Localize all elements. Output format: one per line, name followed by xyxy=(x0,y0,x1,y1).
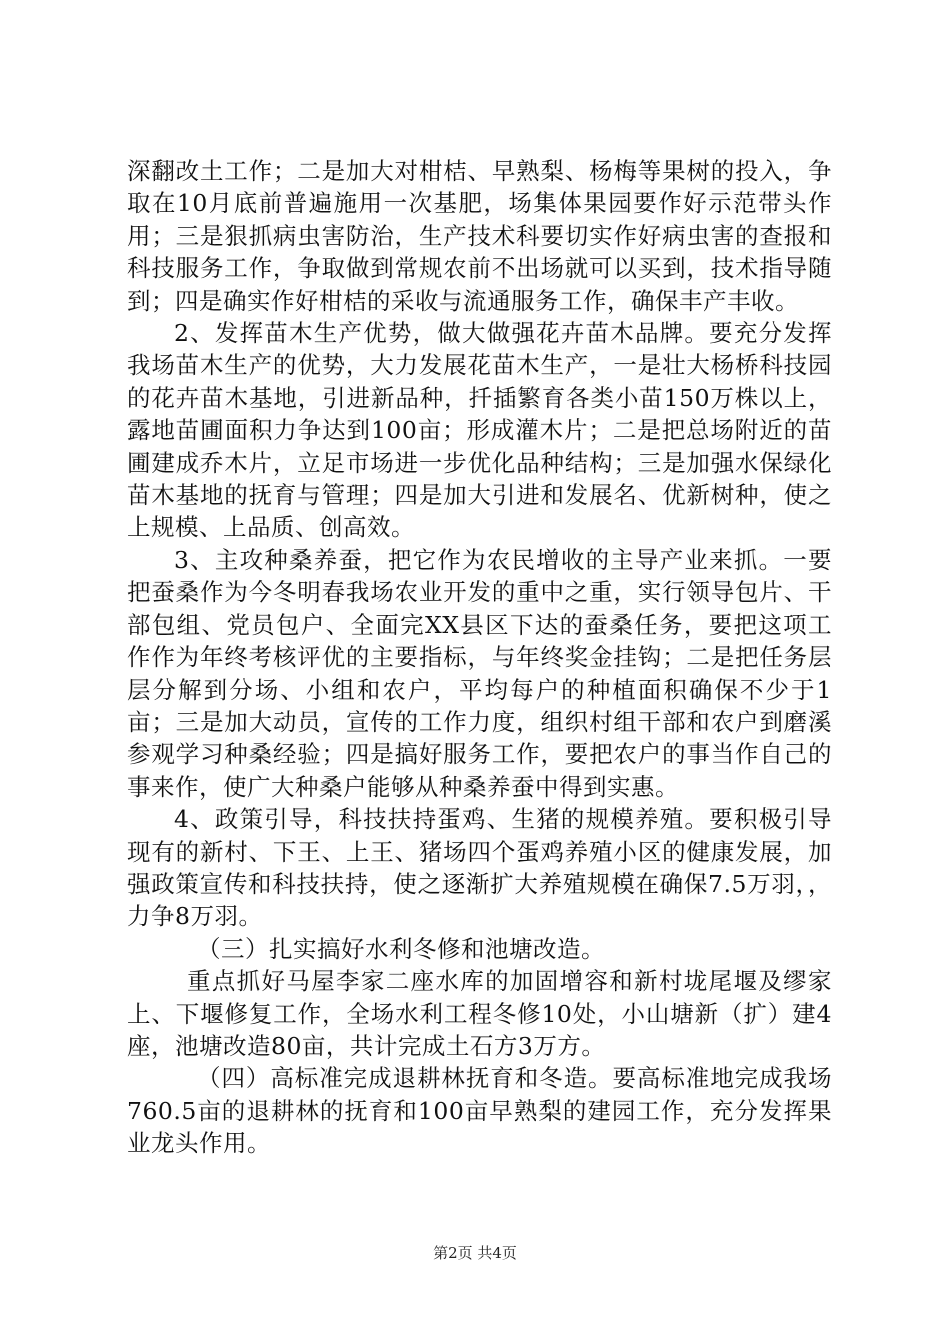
section-heading-water: （三）扎实搞好水利冬修和池塘改造。 xyxy=(197,934,605,963)
paragraph-sericulture: 3、主攻种桑养蚕，把它作为农民增收的主导产业来抓。一要把蚕桑作为今冬明春我场农业开发的重中之重，实行领导包片、干部包组、党员包户、全面完XX县区下达的蚕桑任务，要把这项工作作为年终考核评优的主要指标，与年终奖金挂钩；二是把任务层层分解到分场、小组和农户，平均每户的种植面积确保不少于1亩；三是加大动员，宣传的工作力度，组织村组干部和农户到磨溪参观学习种桑经验；四是搞好服务工作，要把农户的事当作自己的事来作，使广大种桑户能够从种桑养蚕中得到实惠。 xyxy=(127,545,832,801)
page-number-footer: 第2页 共4页 xyxy=(433,1244,517,1262)
paragraph-water: 重点抓好马屋李家二座水库的加固增容和新村垅尾堰及缪家上、下堰修复工作，全场水利工程冬修10处，小山塘新（扩）建4座，池塘改造80亩，共计完成土石方3万方。 xyxy=(127,967,832,1060)
document-body xyxy=(127,155,832,1160)
paragraph-livestock: 4、政策引导，科技扶持蛋鸡、生猪的规模养殖。要积极引导现有的新村、下王、上王、猪场四个蛋鸡养殖小区的健康发展，加强政策宣传和科技扶持，使之逐渐扩大养殖规模在确保7.5万羽，，力争8万羽。 xyxy=(127,805,832,931)
paragraph-seedlings: 2、发挥苗木生产优势，做大做强花卉苗木品牌。要充分发挥我场苗木生产的优势，大力发展花苗木生产，一是壮大杨桥科技园的花卉苗木基地，引进新品种，扦插繁育各类小苗150万株以上，露地苗圃面积力争达到100亩；形成灌木片；二是把总场附近的苗圃建成乔木片，立足市场进一步优化品种结构；三是加强水保绿化苗木基地的抚育与管理；四是加大引进和发展名、优新树种，使之上规模、上品质、创高效。 xyxy=(127,319,832,542)
paragraph-reforestation: （四）高标准完成退耕林抚育和冬造。要高标准地完成我场760.5亩的退耕林的抚育和100亩早熟梨的建园工作，充分发挥果业龙头作用。 xyxy=(127,1064,832,1158)
paragraph-continuation: 深翻改土工作；二是加大对柑桔、早熟梨、杨梅等果树的投入，争取在10月底前普遍施用一次基肥，场集体果园要作好示范带头作用；三是狠抓病虫害防治，生产技术科要切实作好病虫害的查报和科技服务工作，争取做到常规农前不出场就可以买到，技术指导随到；四是确实作好柑桔的采收与流通服务工作，确保丰产丰收。 xyxy=(127,157,832,315)
